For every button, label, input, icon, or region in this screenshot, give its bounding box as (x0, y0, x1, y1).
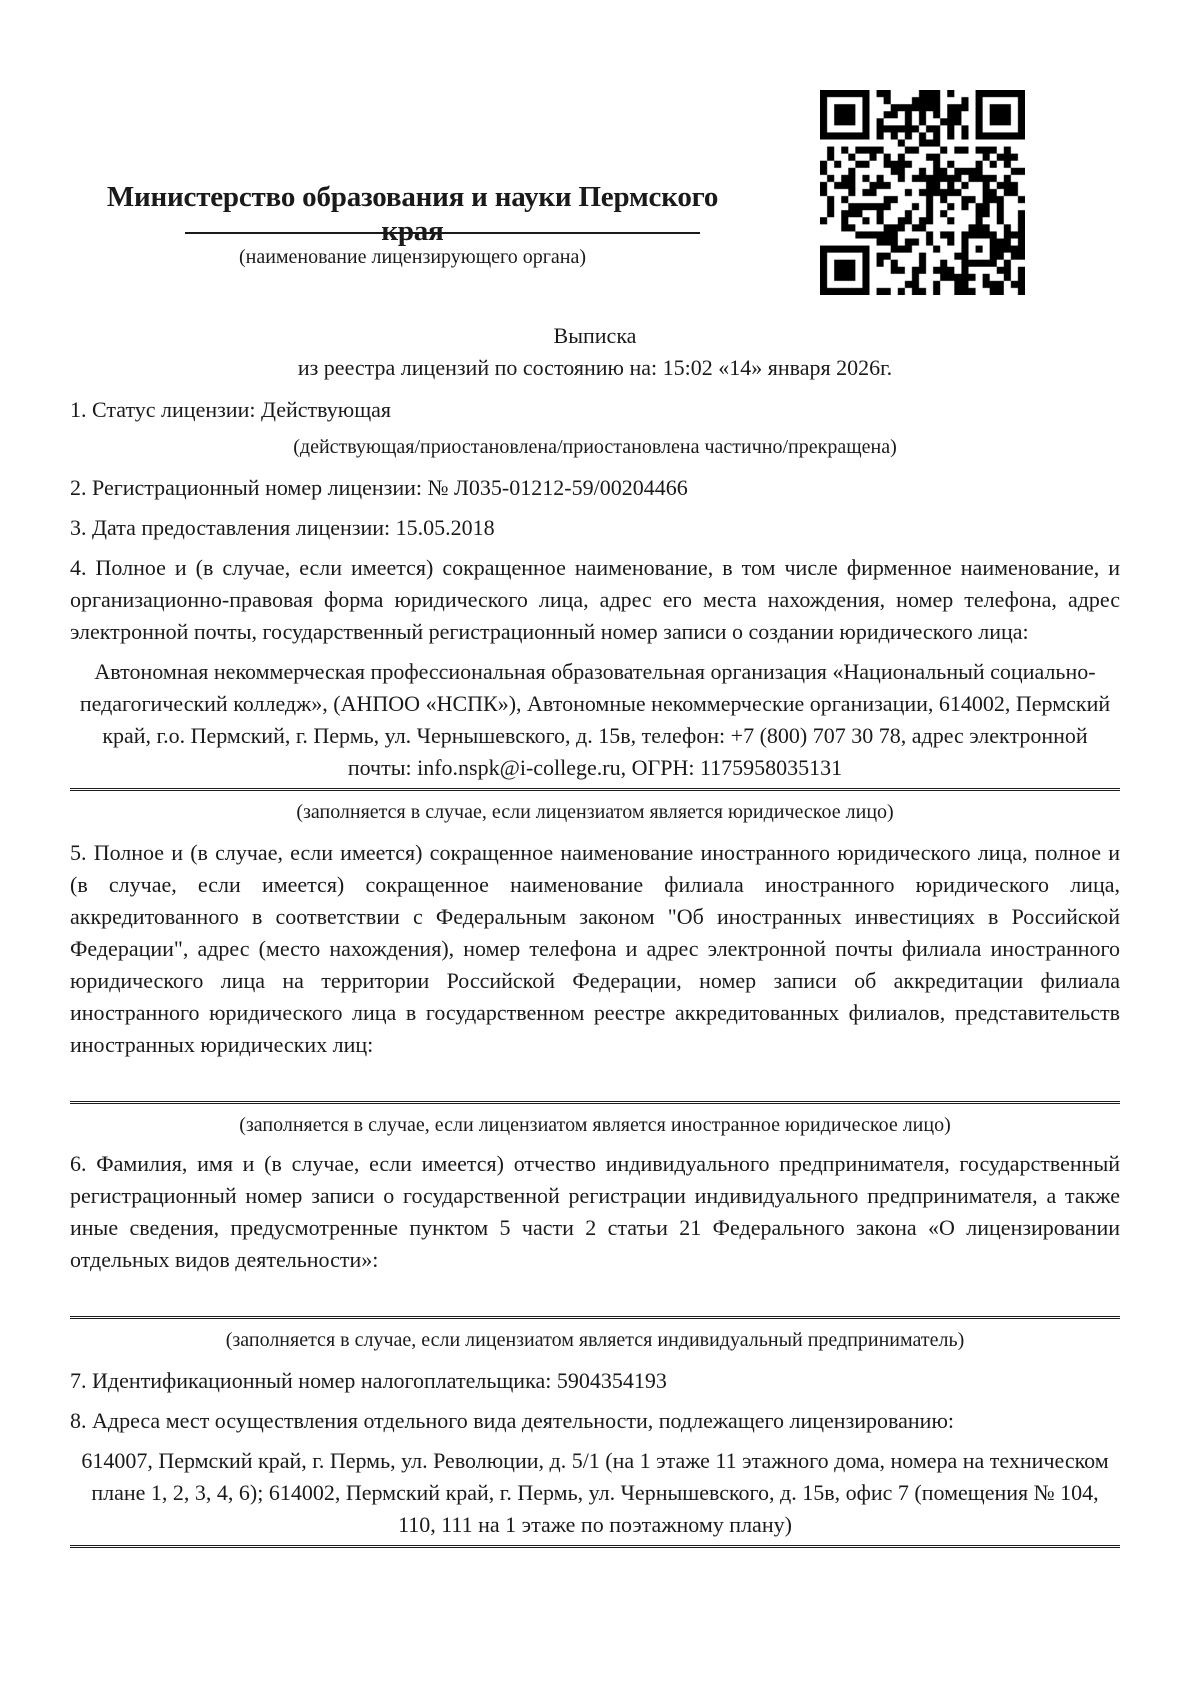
legal-entity-info-value: Автономная некоммерческая профессиональная образовательная организация «Национальный социально-педагогический колледж», (АНПОО «НСПК»), Автономные некоммерческие организации, 614002, Пермский край, г.о. Пермский, г. Пермь, ул. Чернышевского, д. 15в, телефон: +7 (800) 707 30 78, адрес электронной почты: info.nspk@i-college.ru, ОГРН: 1175958035131 (79, 659, 1111, 780)
license-status-line: 1. Статус лицензии: Действующая (70, 397, 392, 422)
document-header (0, 0, 1190, 320)
activity-addresses-label: 8. Адреса мест осуществления отдельного вида деятельности, подлежащего лицензированию: (70, 1408, 954, 1433)
document-subtitle: из реестра лицензий по состоянию на: 15:02 «14» января 2026г. (297, 355, 893, 380)
entrepreneur-caption: (заполняется в случае, если лицензиатом является индивидуальный предприниматель) (225, 1329, 965, 1351)
entrepreneur-info-label: 6. Фамилия, имя и (в случае, если имеется) отчество индивидуального предпринимателя, государственный регистрационный номер записи о государственной регистрации индивидуального предпринимателя, а также иные сведения, предусмотренные пунктом 5 части 2 статьи 21 Федерального закона «О лицензировании отдельных видов деятельности»: (70, 1151, 1120, 1272)
qr-code-icon (820, 90, 1025, 295)
legal-entity-info-label: 4. Полное и (в случае, если имеется) сокращенное наименование, в том числе фирменное наименование, и организационно-правовая форма юридического лица, адрес его места нахождения, номер телефона, адрес электронной почты, государственный регистрационный номер записи о создании юридического лица: (70, 555, 1120, 644)
document-title: Выписка (553, 323, 637, 348)
taxpayer-id-line: 7. Идентификационный номер налогоплательщика: 5904354193 (70, 1368, 667, 1393)
activity-addresses-value: 614007, Пермский край, г. Пермь, ул. Революции, д. 5/1 (на 1 этаже 11 этажного дома, номера на техническом плане 1, 2, 3, 4, 6); 614002, Пермский край, г. Пермь, ул. Чернышевского, д. 15в, офис 7 (помещения № 104, 110, 111 на 1 этаже по поэтажному плану) (81, 1448, 1109, 1537)
separator-rule-legal-entity (70, 788, 1120, 791)
licensing-authority-caption: (наименование лицензирующего органа) (238, 246, 587, 268)
license-grant-date-line: 3. Дата предоставления лицензии: 15.05.2018 (70, 515, 495, 540)
license-status-caption: (действующая/приостановлена/приостановлена частично/прекращена) (293, 436, 897, 458)
authority-underline (185, 232, 700, 234)
foreign-entity-info-label: 5. Полное и (в случае, если имеется) сокращенное наименование иностранного юридического лица, полное и (в случае, если имеется) сокращенное наименование филиала иностранного юридического лица, аккредитованного в соответствии с Федеральным законом "Об иностранных инвестициях в Российской Федерации", адрес (место нахождения), номер телефона и адрес электронной почты филиала иностранного юридического лица на территории Российской Федерации, номер записи об аккредитации филиала иностранного юридического лица в государственном реестре аккредитованных филиалов, представительств иностранных юридических лиц: (70, 840, 1120, 1057)
foreign-entity-caption: (заполняется в случае, если лицензиатом является иностранное юридическое лицо) (239, 1114, 951, 1136)
licensing-authority-name: Министерство образования и науки Пермского края (106, 181, 719, 247)
registration-number-line: 2. Регистрационный номер лицензии: № Л035-01212-59/00204466 (70, 475, 688, 500)
document-body (0, 320, 1190, 1548)
separator-rule-entrepreneur (70, 1316, 1120, 1319)
separator-rule-bottom (70, 1545, 1120, 1548)
legal-entity-caption: (заполняется в случае, если лицензиатом является юридическое лицо) (296, 801, 894, 823)
separator-rule-foreign-entity (70, 1101, 1120, 1104)
